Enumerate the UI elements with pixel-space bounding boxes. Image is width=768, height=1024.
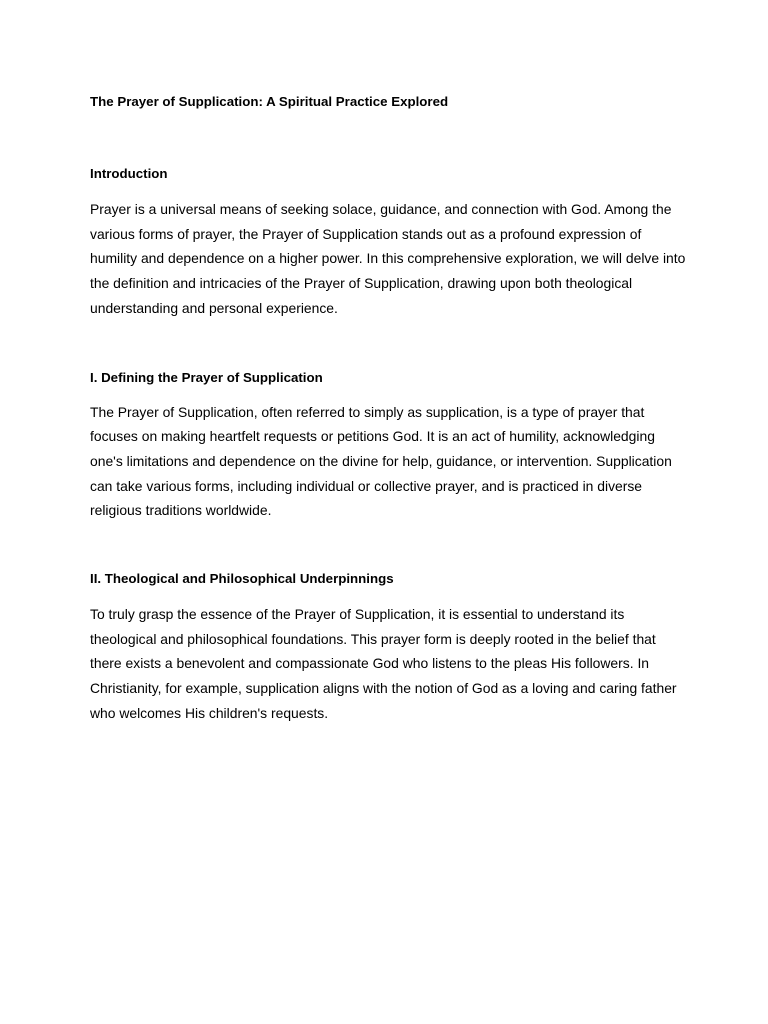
section-heading-defining: I. Defining the Prayer of Supplication	[90, 369, 323, 385]
document-title: The Prayer of Supplication: A Spiritual Practice Explored	[90, 94, 449, 109]
paragraph-defining: The Prayer of Supplication, often referred to simply as supplication, is a type of prayer that focuses on making heartfelt requests or petitions God. It is an act of humility, acknowledging one's limitations and dependence on the divine for help, guidance, or intervention. Supplication can take various forms, including individual or collective prayer, and is practiced in diverse religious traditions worldwide.	[90, 403, 672, 519]
paragraph-introduction: Prayer is a universal means of seeking solace, guidance, and connection with God. Among the various forms of prayer, the Prayer of Supplication stands out as a profound expression of humility and dependence on a higher power. In this comprehensive exploration, we will delve into the definition and intricacies of the Prayer of Supplication, drawing upon both theological understanding and personal experience.	[90, 201, 686, 316]
document-page	[90, 92, 690, 726]
section-heading-underpinnings: II. Theological and Philosophical Underpinnings	[90, 571, 394, 587]
paragraph-underpinnings: To truly grasp the essence of the Prayer of Supplication, it is essential to understand its theological and philosophical foundations. This prayer form is deeply rooted in the belief that there exists a benevolent and compassionate God who listens to the pleas His followers. In Christianity, for example, supplication aligns with the notion of God as a loving and caring father who welcomes His children's requests.	[90, 606, 677, 721]
section-heading-introduction: Introduction	[90, 166, 168, 181]
